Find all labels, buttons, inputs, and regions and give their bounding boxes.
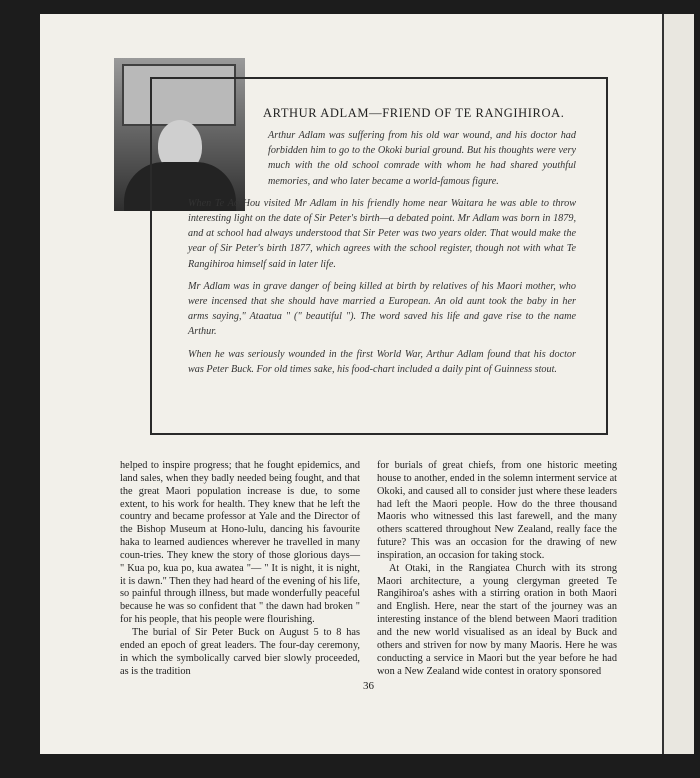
body-column-right: [377, 460, 617, 678]
sidebar-title: ARTHUR ADLAM—FRIEND OF TE RANGIHIROA.: [263, 106, 565, 120]
sidebar-paragraph: When Te Ao Hou visited Mr Adlam in his friendly home near Waitara he was able to throw interesting light on the date of Sir Peter's birth—a debated point. Mr Adlam was born in 1879, and at school had always understood that Sir Peter was two years older. That would make the year of Sir Peter's birth 1877, which agrees with the school register, though not with what Te Rangihiroa himself said in later life.: [188, 197, 576, 270]
sidebar-paragraph: When he was seriously wounded in the first World War, Arthur Adlam found that his doctor was Peter Buck. For old times sake, his food-chart included a daily pint of Guinness stout.: [188, 348, 576, 375]
adjacent-page-edge: [662, 14, 694, 754]
sidebar-paragraph: Mr Adlam was in grave danger of being killed at birth by relatives of his Maori mother, who were incensed that she should have married a European. An old aunt took the baby in her arms saying," Ataatua " (" beautiful "). The word saved his life and gave rise to the name Arthur.: [188, 280, 576, 338]
body-paragraph: helped to inspire progress; that he fought epidemics, and land sales, when they badly needed being fought, and that the great Maori population increase is due, to some extent, to his work for health. They knew that he left the country and became professor at Yale and the Director of the Bishop Museum at Hono-lulu, dancing his favourite haka to learned audiences wherever he travelled in many coun-tries. They knew the story of those glorious days— " Kua po, kua po, kua awatea "— " It is night, it is night, it is dawn." Then they had heard of the evening of his life, so painful through illness, but made wonderfully peaceful because he was so confident that " the dawn had broken " for his people, that his people were flourishing.: [120, 460, 360, 626]
body-column-left: [120, 460, 360, 678]
body-paragraph: for burials of great chiefs, from one historic meeting house to another, ended in the solemn interment service at Okoki, and caused all to consider just where these leaders had left the Maori people. How do the three thousand Maoris who witnessed this last farewell, and the many others scattered throughout New Zealand, really face the future? This was an occasion for the drawing of new inspiration, an occasion for taking stock.: [377, 460, 617, 561]
sidebar-paragraph: Arthur Adlam was suffering from his old war wound, and his doctor had forbidden him to go to the Okoki burial ground. But his thoughts were very much with the old school comrade with whom he had shared youthful memories, and who later became a world-famous figure.: [268, 130, 576, 187]
body-paragraph: The burial of Sir Peter Buck on August 5 to 8 has ended an epoch of great leaders. The four-day ceremony, in which the symbolically carved bier slowly proceeded, as is the tradition: [120, 626, 360, 677]
body-paragraph: At Otaki, in the Rangiatea Church with its strong Maori architecture, a young clergyman greeted Te Rangihiroa's ashes with a stirring oration in both Maori and English. Here, near the start of the journey was an interesting instance of the blend between Maori tradition and the new world visualised as an ideal by Buck and others and striven for now by many Maoris. Here he was conducting a service in Maori but the year before he had won a New Zealand wide contest in oratory sponsored: [377, 562, 617, 677]
page-number: 36: [363, 680, 374, 692]
sidebar-text: [188, 128, 576, 384]
